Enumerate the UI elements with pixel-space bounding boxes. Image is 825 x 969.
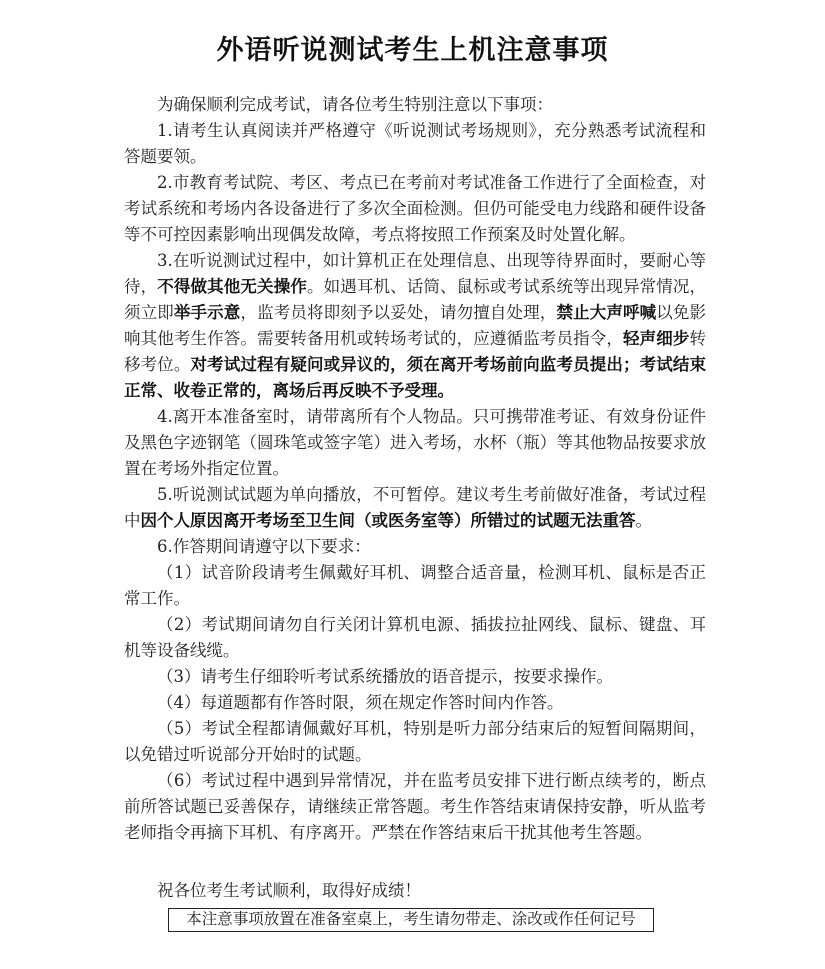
- item-5: [124, 482, 706, 534]
- item-3-text-e: 以免影响其他考生作答。需要转备用机或转场考试的，应遵循监考员指令，: [124, 303, 707, 348]
- item-6: 6.作答期间请遵守以下要求：: [157, 537, 371, 556]
- notice-body: [124, 92, 706, 904]
- item-5-bold-no-reanswer: 因个人原因离开考场至卫生间（或医务室等）所错过的试题无法重答: [140, 511, 636, 530]
- item-5-text-a: 5.听说测试试题为单向播放，不可暂停。建议考生考前做好准备，考试过程中: [124, 485, 706, 530]
- footer-note: 本注意事项放置在准备室桌上，考生请勿带走、涂改或作任何记号: [168, 908, 654, 932]
- intro-paragraph: 为确保顺利完成考试，请各位考生特别注意以下事项：: [157, 95, 553, 114]
- item-3-text-d: ，监考员将即刻予以妥处，请勿擅自处理，: [240, 303, 557, 322]
- sub-item-3: （3）请考生仔细聆听考试系统播放的语音提示，按要求操作。: [157, 667, 613, 686]
- item-3-bold-no-shouting: 禁止大声呼喊: [556, 303, 657, 322]
- item-3-text-a: 3.在听说测试过程中，如计算机正在处理信息、出现等待界面时，要耐心等待，: [124, 251, 706, 296]
- page-title: 外语听说测试考生上机注意事项: [216, 35, 609, 66]
- item-3-text-c: 。如遇耳机、话筒、鼠标或考试系统等出现异常情况，须立即: [124, 277, 707, 322]
- item-2: 2.市教育考试院、考区、考点已在考前对考试准备工作进行了全面检查，对考试系统和考场内各设备进行了多次全面检测。但仍可能受电力线路和硬件设备等不可控因素影响出现偶发故障，考点将按照工作预案及时处置化解。: [124, 173, 706, 244]
- closing-wish: 祝各位考生考试顺利，取得好成绩！: [157, 881, 421, 900]
- sub-item-2: （2）考试期间请勿自行关闭计算机电源、插拔拉扯网线、鼠标、键盘、耳机等设备线缆。: [124, 615, 706, 660]
- item-3-bold-quiet-steps: 轻声细步: [622, 329, 690, 348]
- item-3-bold-raise-hand: 举手示意: [173, 303, 241, 322]
- sub-item-6: （6）考试过程中遇到异常情况，并在监考员安排下进行断点续考的，断点前所答试题已妥善保存，请继续正常答题。考生作答结束请保持安静，听从监考老师指令再摘下耳机、有序离开。严禁在作答结束后干扰其他考生答题。: [124, 771, 706, 842]
- sub-item-5: （5）考试全程都请佩戴好耳机，特别是听力部分结束后的短暂间隔期间，以免错过听说部分开始时的试题。: [124, 719, 706, 764]
- item-3-text-f: 转移考位。: [124, 329, 707, 374]
- item-3-bold-no-other-operation: 不得做其他无关操作: [157, 277, 307, 296]
- item-3: [124, 248, 706, 404]
- item-5-text-c: 。: [635, 511, 652, 530]
- sub-item-1: （1）试音阶段请考生佩戴好耳机、调整合适音量，检测耳机、鼠标是否正常工作。: [124, 563, 706, 608]
- sub-item-4: （4）每道题都有作答时限，须在规定作答时间内作答。: [157, 693, 564, 712]
- item-4: 4.离开本准备室时，请带离所有个人物品。只可携带准考证、有效身份证件及黑色字迹钢笔（圆珠笔或签字笔）进入考场，水杯（瓶）等其他物品按要求放置在考场外指定位置。: [124, 407, 706, 478]
- item-3-bold-objection-rule: 对考试过程有疑问或异议的，须在离开考场前向监考员提出；考试结束正常、收卷正常的，离场后再反映不予受理。: [124, 355, 707, 400]
- item-1: 1.请考生认真阅读并严格遵守《听说测试考场规则》，充分熟悉考试流程和答题要领。: [124, 121, 706, 166]
